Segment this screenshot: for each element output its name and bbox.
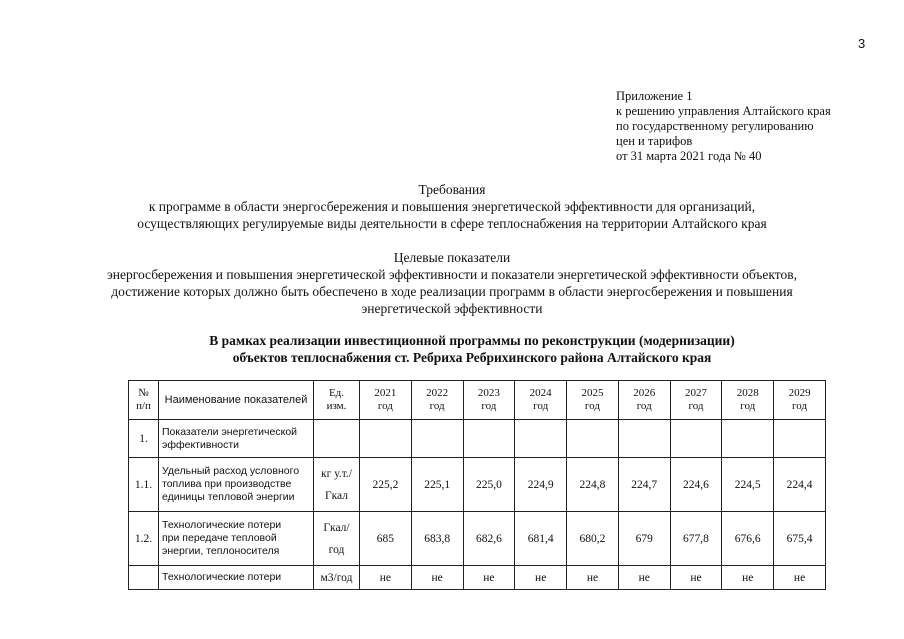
table-row [129, 512, 826, 566]
header-year-text: 2028 [736, 387, 759, 399]
row-value [774, 566, 826, 590]
row-name-text: Технологические потери [162, 571, 282, 583]
header-year-text: год [481, 400, 497, 412]
header-year-text: год [584, 400, 600, 412]
appendix-line: от 31 марта 2021 года № 40 [616, 149, 762, 163]
header-year-text: 2022 [426, 387, 449, 399]
row-name-text: эффективности [162, 438, 240, 451]
row-value-text: не [483, 571, 495, 584]
row-name [159, 420, 314, 458]
row-value-text: 225,1 [424, 478, 451, 491]
header-year-text: год [636, 400, 652, 412]
row-value [618, 458, 670, 512]
row-value-text: не [379, 571, 392, 584]
header-year-text: 2021 [374, 387, 397, 399]
header-year [774, 381, 826, 420]
row-num [129, 458, 159, 512]
indicators-table [128, 380, 826, 590]
row-value [463, 566, 515, 590]
row-unit-text: м3/год [320, 571, 353, 584]
row-value-text: не [586, 571, 599, 584]
row-num-text: 1.2. [134, 532, 153, 545]
header-year-text: год [533, 400, 549, 412]
row-value [567, 512, 619, 566]
header-year-text: 2026 [633, 387, 656, 399]
row-unit [314, 566, 360, 590]
header-year-text: 2023 [477, 387, 500, 399]
document-title: Требования [418, 182, 486, 197]
row-value-text: не [638, 571, 650, 584]
row-value-text: не [690, 571, 702, 584]
row-value-text: 683,8 [424, 532, 451, 545]
row-value-text: 680,2 [579, 532, 606, 545]
row-value-text: 675,4 [786, 532, 813, 545]
table-header-row [129, 381, 826, 420]
table-row [129, 458, 826, 512]
row-name-text: энергии, теплоносителя [162, 545, 280, 557]
header-year [463, 381, 515, 420]
row-value [515, 458, 567, 512]
row-value [722, 566, 774, 590]
appendix-line: Приложение 1 [616, 89, 693, 103]
header-year-text: год [792, 400, 808, 412]
row-value [670, 458, 722, 512]
row-value-text: 679 [635, 532, 653, 545]
header-year [722, 381, 774, 420]
header-year-text: 2027 [684, 387, 707, 399]
row-value [411, 420, 463, 458]
row-value [360, 458, 412, 512]
header-year [670, 381, 722, 420]
row-value-text: 685 [376, 532, 394, 545]
header-year [618, 381, 670, 420]
row-value [515, 512, 567, 566]
row-value [774, 420, 826, 458]
row-unit-text: кг у.т./ [321, 467, 352, 480]
section-subtitle [0, 266, 904, 317]
row-value [360, 512, 412, 566]
appendix-line: к решению управления Алтайского края [616, 104, 831, 118]
row-name-text: Технологические потери [162, 519, 282, 531]
row-num [129, 420, 159, 458]
row-name [159, 566, 314, 590]
header-name [159, 381, 314, 420]
row-value [411, 512, 463, 566]
row-unit-text: Гкал/ [323, 521, 350, 534]
program-heading [20, 332, 904, 366]
row-num-text: 1. [139, 432, 148, 445]
subtitle-line: к программе в области энергосбережения и повышения энергетической эффективности для организаций, [148, 199, 756, 214]
row-name [159, 512, 314, 566]
row-value-text: не [431, 571, 443, 584]
row-unit [314, 458, 360, 512]
table-row [129, 566, 826, 590]
row-value [463, 458, 515, 512]
row-value-text: 225,0 [475, 478, 502, 491]
row-value [515, 566, 567, 590]
row-name-text: Удельный расход условного [162, 465, 300, 477]
header-num [129, 381, 159, 420]
header-year-text: год [740, 400, 756, 412]
row-unit [314, 512, 360, 566]
header-year [567, 381, 619, 420]
appendix-note [616, 89, 831, 164]
row-value-text: не [793, 571, 806, 584]
row-value [411, 458, 463, 512]
row-name-text: топлива при производстве [162, 478, 292, 490]
row-value [774, 512, 826, 566]
row-num [129, 512, 159, 566]
row-value [670, 512, 722, 566]
row-value [411, 566, 463, 590]
row-value-text: 676,6 [734, 532, 761, 545]
program-heading-line: объектов теплоснабжения ст. Ребриха Ребрихинского района Алтайского края [232, 350, 712, 365]
row-value [722, 420, 774, 458]
row-value-text: 681,4 [527, 532, 554, 545]
row-value [722, 512, 774, 566]
appendix-line: цен и тарифов [616, 134, 693, 148]
table-row [129, 420, 826, 458]
row-name [159, 458, 314, 512]
row-unit-text: год [328, 543, 345, 556]
header-unit [314, 381, 360, 420]
appendix-line: по государственному регулированию [616, 119, 814, 133]
page-number: 3 [858, 36, 866, 51]
header-year [411, 381, 463, 420]
row-value-text: 224,9 [527, 478, 554, 491]
section-line: достижение которых должно быть обеспечено в ходе реализации программ в области энергосбережения и повышения [111, 284, 793, 299]
header-unit-text: изм. [326, 400, 347, 412]
row-value [463, 512, 515, 566]
section-line: энергетической эффективности [361, 301, 543, 316]
header-year [515, 381, 567, 420]
row-value [618, 566, 670, 590]
header-year [360, 381, 412, 420]
section-line: энергосбережения и повышения энергетической эффективности и показатели энергетической эффективности объектов, [107, 267, 797, 282]
row-name-text: единицы тепловой энергии [162, 491, 295, 503]
row-value [360, 566, 412, 590]
row-value [567, 420, 619, 458]
row-unit [314, 420, 360, 458]
document-subtitle [0, 198, 904, 232]
header-year-text: 2025 [581, 387, 604, 399]
row-value [463, 420, 515, 458]
row-value [618, 420, 670, 458]
row-value [722, 458, 774, 512]
subtitle-line: осуществляющих регулируемые виды деятельности в сфере теплоснабжения на территории Алтайского края [137, 216, 767, 231]
header-name-text: Наименование показателей [164, 393, 308, 406]
row-value [670, 566, 722, 590]
header-year-text: год [377, 400, 393, 412]
row-value-text: не [742, 571, 754, 584]
row-value [567, 458, 619, 512]
header-num-text: № [138, 387, 149, 399]
row-value-text: 677,8 [683, 532, 709, 545]
row-value-text: 224,4 [786, 478, 813, 491]
row-value [515, 420, 567, 458]
row-value [567, 566, 619, 590]
row-value-text: 224,6 [683, 478, 709, 491]
header-year-text: 2029 [788, 387, 811, 399]
row-num-text: 1.1. [134, 478, 153, 491]
row-name-text: Показатели энергетической [162, 425, 298, 438]
row-unit-text: Гкал [324, 489, 348, 502]
header-year-text: год [688, 400, 704, 412]
row-num [129, 566, 159, 590]
row-value-text: 224,5 [734, 478, 761, 491]
row-value-text: 224,7 [631, 478, 658, 491]
program-heading-line: В рамках реализации инвестиционной программы по реконструкции (модернизации) [209, 333, 735, 348]
row-name-text: при передаче тепловой [162, 532, 277, 544]
row-value-text: не [535, 571, 547, 584]
header-unit-text: Ед. [328, 387, 345, 399]
header-num-text: п/п [136, 400, 151, 412]
row-value [774, 458, 826, 512]
row-value-text: 224,8 [579, 478, 606, 491]
row-value-text: 682,6 [475, 532, 502, 545]
row-value [670, 420, 722, 458]
header-year-text: год [429, 400, 445, 412]
row-value [360, 420, 412, 458]
header-year-text: 2024 [529, 387, 552, 399]
section-title: Целевые показатели [393, 250, 511, 265]
row-value [618, 512, 670, 566]
row-value-text: 225,2 [372, 478, 399, 491]
